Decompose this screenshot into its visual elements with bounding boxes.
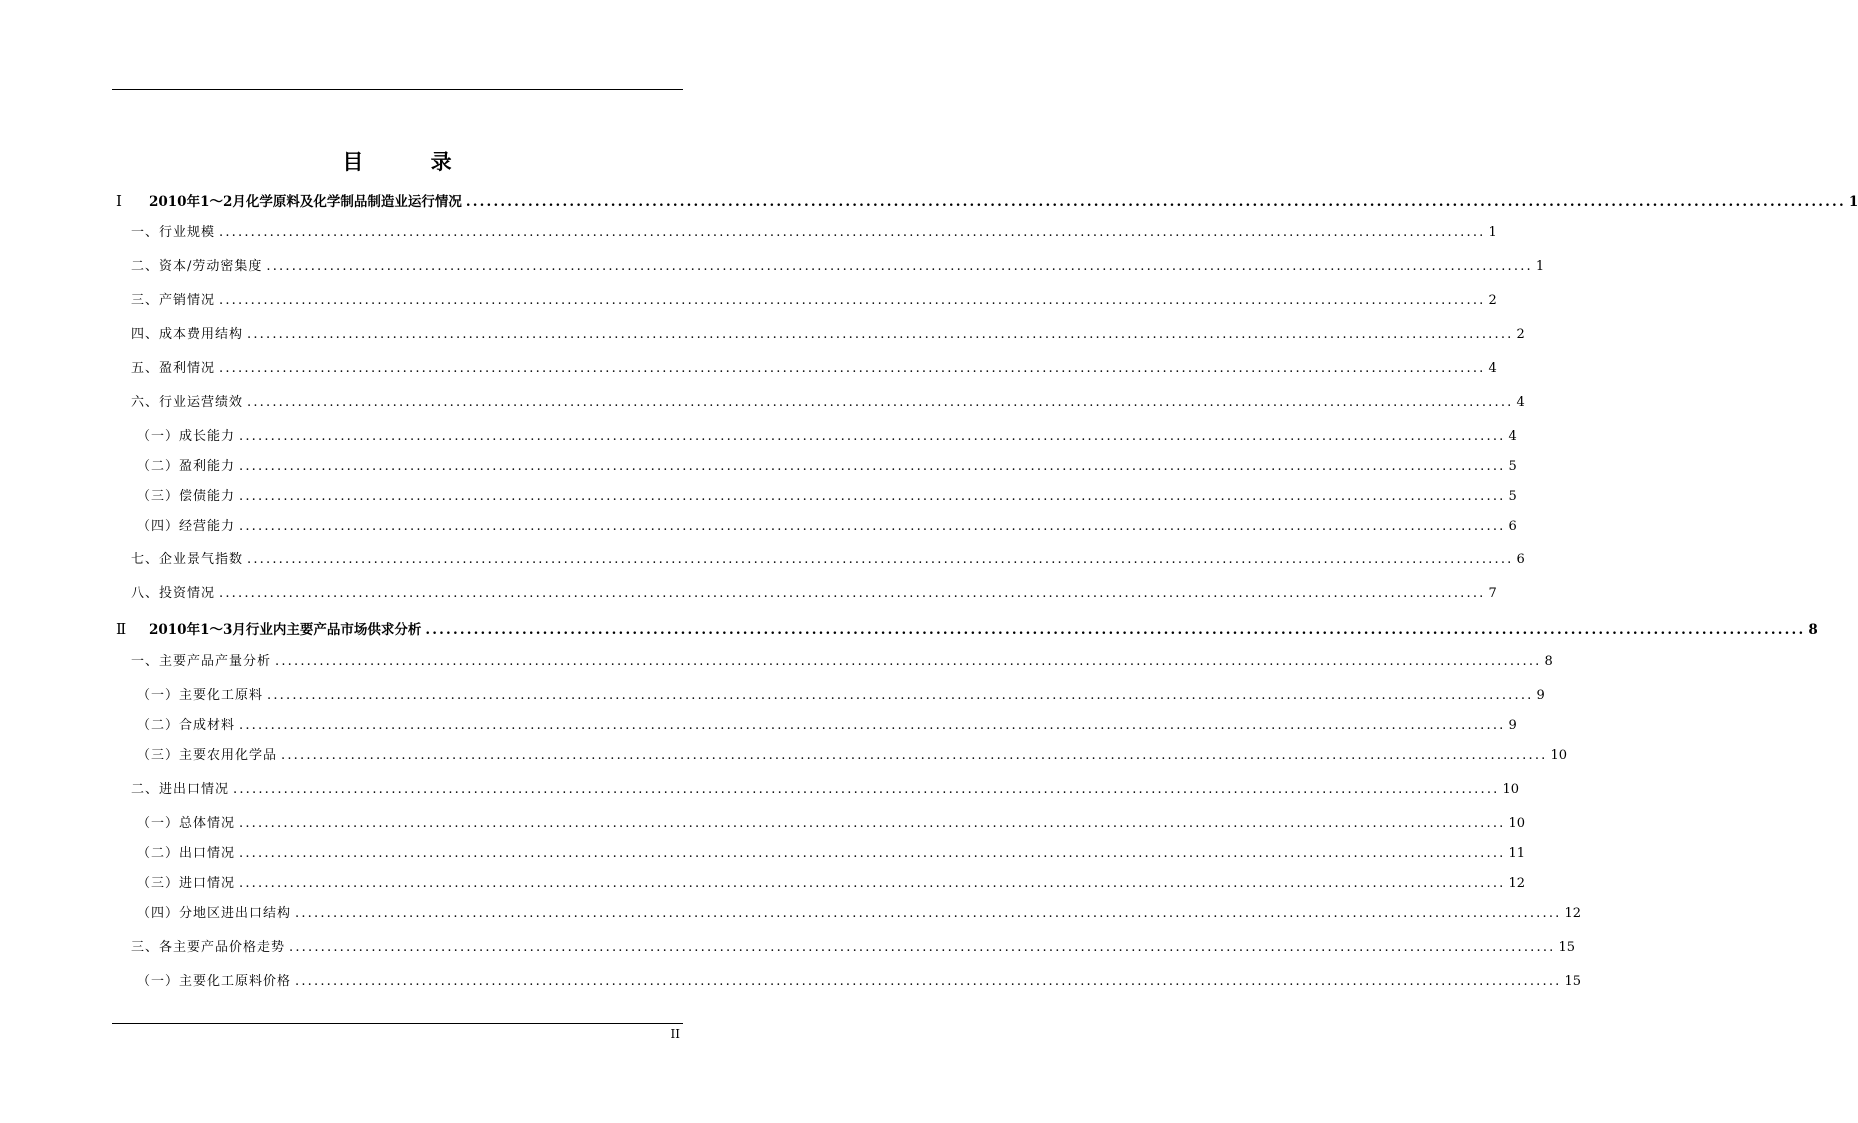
toc-entry-label xyxy=(137,459,235,475)
toc-entry-label xyxy=(131,327,243,343)
toc-entry-label xyxy=(137,876,235,892)
toc-page-number: 11 xyxy=(1508,846,1526,861)
toc-page-number: 5 xyxy=(1508,459,1517,474)
toc-entry-text: （二）合成材料 xyxy=(137,718,236,733)
toc-page-number: 2 xyxy=(1488,293,1497,308)
toc-title: 目 录 xyxy=(342,149,482,174)
toc-page-number: 15 xyxy=(1564,974,1582,989)
toc-leader-dots: ........................................................................................................................................................................................................ xyxy=(219,293,1486,308)
toc-part-number: Ⅱ xyxy=(116,620,127,638)
toc-entry-text: （二）出口情况 xyxy=(137,846,236,861)
toc-entry[interactable] xyxy=(131,361,1497,377)
toc-page-number: 10 xyxy=(1502,782,1520,797)
toc-entry-text: （一）总体情况 xyxy=(137,816,236,831)
toc-entry[interactable] xyxy=(137,718,1517,734)
toc-entry-label xyxy=(131,552,243,568)
toc-entry-text: 五、盈利情况 xyxy=(131,361,216,376)
toc-entry-text: （一）主要化工原料 xyxy=(137,688,264,703)
toc-entry-text: 2010年1～3月行业内主要产品市场供求分析 xyxy=(149,622,422,638)
toc-page-number: 6 xyxy=(1508,519,1517,534)
toc-entry[interactable] xyxy=(137,489,1517,505)
toc-entry-label xyxy=(137,748,277,764)
toc-entry-text: 三、各主要产品价格走势 xyxy=(131,940,286,955)
toc-leader-dots: ........................................................................................................................................................................................................ xyxy=(239,718,1506,733)
toc-page-number: 6 xyxy=(1516,552,1525,567)
toc-entry[interactable] xyxy=(137,846,1526,862)
toc-entry-label xyxy=(131,940,285,956)
toc-entry-text: （二）盈利能力 xyxy=(137,459,236,474)
toc-leader-dots: ........................................................................................................................................................................................................ xyxy=(247,552,1514,567)
toc-leader-dots: ........................................................................................................................................................................................................ xyxy=(239,459,1506,474)
toc-entry-text: 一、主要产品产量分析 xyxy=(131,654,272,669)
toc-entry-label xyxy=(131,225,215,241)
toc-leader-dots: ........................................................................................................................................................................................................ xyxy=(295,974,1562,989)
toc-entry-text: 八、投资情况 xyxy=(131,586,216,601)
toc-page-number: 2 xyxy=(1516,327,1525,342)
toc-entry-label xyxy=(131,586,215,602)
toc-page-number: 4 xyxy=(1516,395,1525,410)
toc-entry[interactable] xyxy=(131,259,1545,275)
toc-page-number: 4 xyxy=(1508,429,1517,444)
toc-entry-text: （三）偿债能力 xyxy=(137,489,236,504)
toc-entry-label xyxy=(131,395,243,411)
toc-entry-label xyxy=(137,519,235,535)
toc-page-number: 12 xyxy=(1564,906,1582,921)
toc-entry[interactable] xyxy=(137,688,1545,704)
toc-page-number: 10 xyxy=(1550,748,1568,763)
toc-entry-label xyxy=(137,718,235,734)
toc-entry-label xyxy=(131,293,215,309)
toc-entry-label xyxy=(116,621,421,638)
toc-entry[interactable] xyxy=(131,940,1576,956)
toc-leader-dots: ........................................................................................................................................................................................................ xyxy=(281,748,1548,763)
toc-entry[interactable] xyxy=(137,974,1582,990)
toc-entry[interactable] xyxy=(131,586,1497,602)
toc-leader-dots: ........................................................................................................................................................................................................ xyxy=(219,586,1486,601)
toc-leader-dots: ........................................................................................................................................................................................................ xyxy=(219,225,1486,240)
toc-entry[interactable] xyxy=(131,395,1525,411)
toc-page-number: 7 xyxy=(1488,586,1497,601)
toc-page-number: 4 xyxy=(1488,361,1497,376)
toc-entry[interactable] xyxy=(137,816,1526,832)
toc-page-number: 15 xyxy=(1558,940,1576,955)
toc-entry[interactable] xyxy=(137,519,1517,535)
toc-entry-label xyxy=(131,654,271,670)
footer-rule xyxy=(112,1023,683,1024)
toc-entry-text: （四）分地区进出口结构 xyxy=(137,906,292,921)
toc-leader-dots: ........................................................................................................................................................................................................ xyxy=(425,622,1806,638)
toc-entry[interactable] xyxy=(131,293,1497,309)
toc-entry-label xyxy=(137,489,235,505)
toc-page-number: 8 xyxy=(1808,622,1818,638)
toc-entry-label xyxy=(137,816,235,832)
toc-entry-text: 二、资本/劳动密集度 xyxy=(131,259,263,274)
toc-leader-dots: ........................................................................................................................................................................................................ xyxy=(247,327,1514,342)
toc-part-number: Ⅰ xyxy=(116,192,122,210)
toc-entry-label xyxy=(137,688,263,704)
toc-entry-label xyxy=(137,429,235,445)
toc-page-number: 1 xyxy=(1848,194,1858,210)
toc-entry-text: （一）成长能力 xyxy=(137,429,236,444)
toc-page-number: 9 xyxy=(1536,688,1545,703)
toc-page-number: 1 xyxy=(1488,225,1497,240)
toc-entry-label xyxy=(116,193,462,210)
toc-leader-dots: ........................................................................................................................................................................................................ xyxy=(233,782,1500,797)
toc-entry-label xyxy=(137,846,235,862)
toc-leader-dots: ........................................................................................................................................................................................................ xyxy=(239,816,1506,831)
toc-entry-label xyxy=(131,361,215,377)
toc-page-number: 5 xyxy=(1508,489,1517,504)
toc-leader-dots: ........................................................................................................................................................................................................ xyxy=(465,194,1846,210)
toc-page-number: 9 xyxy=(1508,718,1517,733)
toc-part-entry[interactable] xyxy=(116,620,1818,638)
toc-entry[interactable] xyxy=(131,327,1525,343)
toc-entry[interactable] xyxy=(137,906,1582,922)
toc-entry-label xyxy=(137,906,291,922)
toc-page-number: 10 xyxy=(1508,816,1526,831)
toc-entry-text: （一）主要化工原料价格 xyxy=(137,974,292,989)
toc-entry-label xyxy=(137,974,291,990)
toc-leader-dots: ........................................................................................................................................................................................................ xyxy=(295,906,1562,921)
toc-entry-text: （三）进口情况 xyxy=(137,876,236,891)
toc-leader-dots: ........................................................................................................................................................................................................ xyxy=(266,259,1533,274)
toc-leader-dots: ........................................................................................................................................................................................................ xyxy=(239,876,1506,891)
toc-entry-text: 2010年1～2月化学原料及化学制品制造业运行情况 xyxy=(149,194,462,210)
toc-page-number: 8 xyxy=(1544,654,1553,669)
toc-entry-text: 二、进出口情况 xyxy=(131,782,230,797)
toc-entry-text: 六、行业运营绩效 xyxy=(131,395,244,410)
toc-entry-text: 三、产销情况 xyxy=(131,293,216,308)
toc-entry[interactable] xyxy=(137,748,1568,764)
toc-entry-text: 七、企业景气指数 xyxy=(131,552,244,567)
toc-page-number: 1 xyxy=(1535,259,1545,274)
toc-entry-text: （四）经营能力 xyxy=(137,519,236,534)
toc-entry[interactable] xyxy=(131,225,1497,241)
toc-leader-dots: ........................................................................................................................................................................................................ xyxy=(267,688,1534,703)
toc-leader-dots: ........................................................................................................................................................................................................ xyxy=(239,489,1506,504)
toc-leader-dots: ........................................................................................................................................................................................................ xyxy=(275,654,1542,669)
toc-entry[interactable] xyxy=(137,876,1526,892)
toc-leader-dots: ........................................................................................................................................................................................................ xyxy=(219,361,1486,376)
toc-leader-dots: ........................................................................................................................................................................................................ xyxy=(239,429,1506,444)
toc-entry-text: 一、行业规模 xyxy=(131,225,216,240)
toc-entry[interactable] xyxy=(131,782,1520,798)
toc-entry[interactable] xyxy=(131,552,1525,568)
footer-page-number: II xyxy=(670,1027,680,1041)
toc-part-entry[interactable] xyxy=(116,192,1858,210)
toc-entry-label xyxy=(131,259,262,275)
toc-entry-label xyxy=(131,782,229,798)
toc-leader-dots: ........................................................................................................................................................................................................ xyxy=(289,940,1556,955)
toc-leader-dots: ........................................................................................................................................................................................................ xyxy=(239,519,1506,534)
toc-entry[interactable] xyxy=(137,429,1517,445)
toc-entry-text: （三）主要农用化学品 xyxy=(137,748,278,763)
toc-entry[interactable] xyxy=(131,654,1553,670)
toc-entry[interactable] xyxy=(137,459,1517,475)
toc-page-number: 12 xyxy=(1508,876,1526,891)
toc-leader-dots: ........................................................................................................................................................................................................ xyxy=(247,395,1514,410)
toc-leader-dots: ........................................................................................................................................................................................................ xyxy=(239,846,1506,861)
toc-entry-text: 四、成本费用结构 xyxy=(131,327,244,342)
